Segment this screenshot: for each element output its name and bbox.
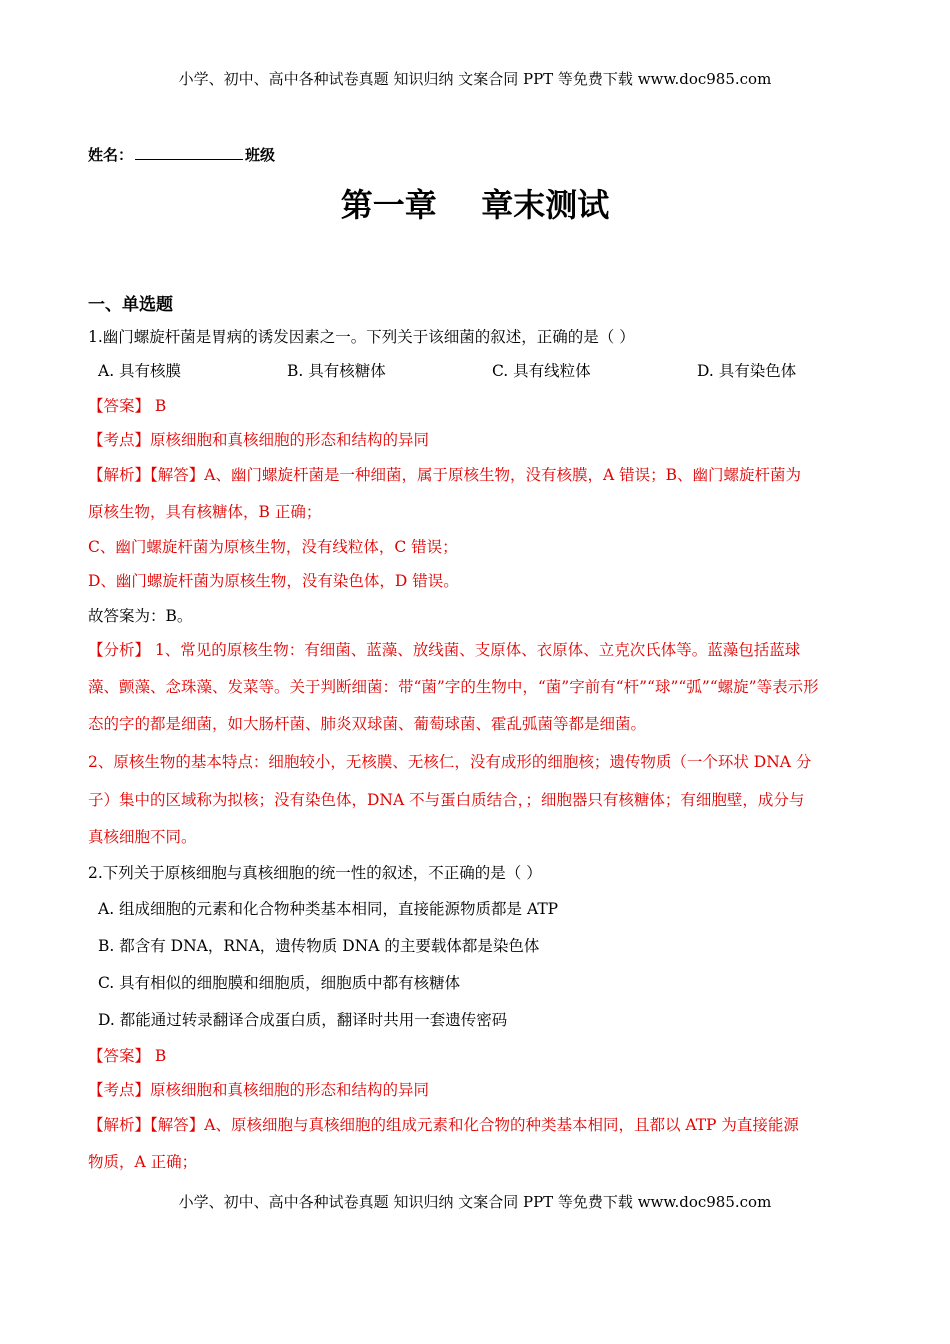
- q1-jiexi-line: D、幽门螺旋杆菌为原核生物，没有染色体，D 错误。: [88, 572, 459, 590]
- q2-jiexi-line: 【解析】【解答】A、原核细胞与真核细胞的组成元素和化合物的种类基本相同，且都以 ATP 为直接能源: [88, 1116, 799, 1134]
- q1-option-b: B. 具有核糖体: [287, 362, 386, 380]
- q2-option-b: B. 都含有 DNA，RNA，遗传物质 DNA 的主要载体都是染色体: [98, 937, 540, 955]
- name-class-row: [88, 144, 275, 165]
- q2-answer: 【答案】 B: [88, 1047, 167, 1065]
- q1-conclusion: 故答案为：B。: [88, 607, 193, 625]
- q1-option-d: D. 具有染色体: [697, 362, 797, 380]
- q2-kaodian: 【考点】原核细胞和真核细胞的形态和结构的异同: [88, 1081, 430, 1099]
- name-label: 姓名：: [88, 146, 134, 164]
- page-title: 第一章 章末测试: [340, 186, 610, 224]
- q1-fenxi-line: 态的字的都是细菌，如大肠杆菌、肺炎双球菌、葡萄球菌、霍乱弧菌等都是细菌。: [88, 715, 647, 733]
- q2-jiexi-line: 物质，A 正确；: [88, 1153, 198, 1171]
- q2-option-d: D. 都能通过转录翻译合成蛋白质，翻译时共用一套遗传密码: [98, 1011, 508, 1029]
- q1-kaodian: 【考点】原核细胞和真核细胞的形态和结构的异同: [88, 431, 430, 449]
- q1-fenxi-line: 子）集中的区域称为拟核；没有染色体，DNA 不与蛋白质结合，；细胞器只有核糖体；有细胞壁，成分与: [88, 791, 805, 809]
- q1-fenxi-line: 【分析】 1、常见的原核生物：有细菌、蓝藻、放线菌、支原体、衣原体、立克次氏体等。蓝藻包括蓝球: [88, 641, 801, 659]
- q1-fenxi-line: 藻、颤藻、念珠藻、发菜等。关于判断细菌：带“菌”字的生物中，“菌”字前有“杆”“球”“弧”“螺旋”等表示形: [88, 678, 819, 696]
- q1-jiexi-line: 原核生物，具有核糖体，B 正确；: [88, 503, 322, 521]
- q2-stem: 2.下列关于原核细胞与真核细胞的统一性的叙述，不正确的是（ ）: [88, 864, 542, 882]
- q2-option-c: C. 具有相似的细胞膜和细胞质，细胞质中都有核糖体: [98, 974, 461, 992]
- name-blank-line: [135, 145, 243, 160]
- q1-stem: 1.幽门螺旋杆菌是胃病的诱发因素之一。下列关于该细菌的叙述，正确的是（ ）: [88, 328, 635, 346]
- q1-option-a: A. 具有核膜: [98, 362, 182, 380]
- q1-option-c: C. 具有线粒体: [492, 362, 591, 380]
- q1-jiexi-line: C、幽门螺旋杆菌为原核生物，没有线粒体，C 错误；: [88, 538, 458, 556]
- section-title: 一、单选题: [88, 295, 173, 315]
- page-footer: 小学、初中、高中各种试卷真题 知识归纳 文案合同 PPT 等免费下载 www.doc985.com: [178, 1193, 772, 1211]
- q1-answer: 【答案】 B: [88, 397, 167, 415]
- q2-option-a: A. 组成细胞的元素和化合物种类基本相同，直接能源物质都是 ATP: [98, 900, 559, 918]
- q1-fenxi-line: 真核细胞不同。: [88, 828, 197, 846]
- q1-fenxi-line: 2、原核生物的基本特点：细胞较小，无核膜、无核仁，没有成形的细胞核；遗传物质（一个环状 DNA 分: [88, 753, 812, 771]
- class-label: 班级: [245, 146, 276, 164]
- q1-jiexi-line: 【解析】【解答】A、幽门螺旋杆菌是一种细菌，属于原核生物，没有核膜，A 错误；B、幽门螺旋杆菌为: [88, 466, 801, 484]
- page-header: 小学、初中、高中各种试卷真题 知识归纳 文案合同 PPT 等免费下载 www.doc985.com: [178, 70, 772, 88]
